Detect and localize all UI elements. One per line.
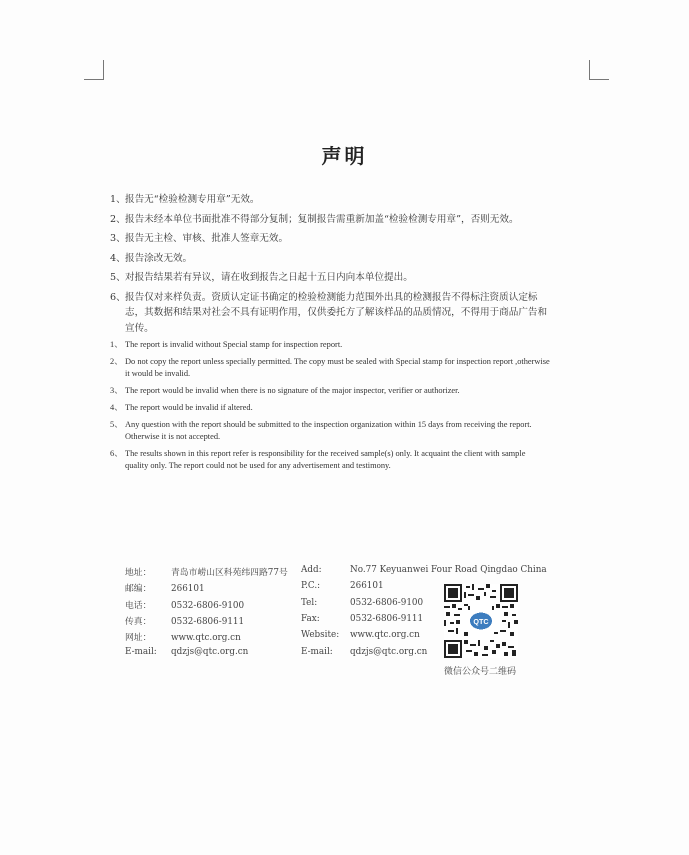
statement-item	[110, 419, 550, 443]
contact-label: 地址：	[125, 568, 152, 578]
qr-logo-text: QTC	[473, 617, 489, 626]
contact-value: 0532-6806-9100	[350, 598, 424, 608]
contact-row-phone	[301, 598, 423, 608]
contact-label: Website:	[301, 630, 340, 640]
document-title: 声明	[321, 144, 368, 168]
statement-item	[110, 231, 550, 247]
contact-row-website	[301, 630, 420, 640]
contact-value: 0532-6806-9111	[171, 617, 245, 627]
item-number: 6、	[110, 449, 123, 458]
contact-row-address	[125, 565, 288, 578]
contact-row-address	[301, 565, 547, 575]
contact-value: 青岛市崂山区科苑纬四路77号	[171, 568, 288, 578]
statement-item	[110, 192, 550, 208]
statement-item	[110, 356, 550, 380]
item-number: 6、	[110, 291, 126, 303]
contact-row-email	[125, 647, 248, 657]
item-text: Any question with the report should be submitted to the inspection organization within 15 days from receiving the report. Otherwise it is not accepted.	[125, 420, 532, 441]
contact-value: 0532-6806-9111	[350, 614, 424, 624]
statement-item	[110, 448, 550, 472]
item-text: 报告无主检、审核、批准人签章无效。	[125, 233, 289, 244]
item-number: 3、	[110, 386, 123, 395]
contact-label: Add:	[301, 565, 322, 575]
contact-label: Fax:	[301, 614, 320, 624]
contact-row-email	[301, 647, 427, 657]
contact-label: 邮编：	[125, 584, 152, 594]
crop-mark-top-right-v	[589, 60, 590, 80]
item-text: 对报告结果若有异议，请在收到报告之日起十五日内向本单位提出。	[125, 272, 413, 283]
qr-code-icon	[444, 584, 518, 658]
item-text: 报告仅对来样负责。资质认定证书确定的检验检测能力范围外出具的检测报告不得标注资质认定标志，其数据和结果对社会不具有证明作用，仅供委托方了解该样品的品质情况，不得用于商品广告和宣传。	[125, 291, 548, 334]
contact-row-postcode	[301, 581, 384, 591]
contact-value: www.qtc.org.cn	[350, 630, 420, 640]
contact-label: E-mail:	[125, 647, 157, 657]
item-text: The report is invalid without Special stamp for inspection report.	[125, 340, 343, 349]
item-number: 4、	[110, 403, 123, 412]
item-number: 1、	[110, 194, 126, 205]
item-number: 2、	[110, 357, 123, 366]
crop-mark-top-left-v	[103, 60, 104, 80]
item-number: 3、	[110, 233, 126, 244]
contact-value: 266101	[350, 581, 384, 591]
crop-mark-top-right-h	[589, 79, 609, 80]
item-text: 报告无“检验检测专用章”无效。	[125, 194, 260, 205]
contact-value: qdzjs@qtc.org.cn	[171, 647, 249, 657]
item-text: Do not copy the report unless specially permitted. The copy must be sealed with Special stamp for inspection report ,otherwise it would be invalid.	[125, 357, 550, 378]
crop-mark-top-left-h	[84, 79, 104, 80]
contact-label: 电话：	[125, 601, 152, 611]
statement-item	[110, 270, 550, 286]
item-number: 5、	[110, 420, 123, 429]
contact-label: 传真：	[125, 617, 152, 627]
contact-row-phone	[125, 598, 244, 611]
statement-item	[110, 212, 550, 228]
english-statement-list	[110, 339, 550, 477]
contact-label: Tel:	[301, 598, 318, 608]
statement-item	[110, 339, 550, 351]
qr-caption: 微信公众号二维码	[444, 667, 517, 677]
item-number: 4、	[110, 252, 126, 264]
item-number: 5、	[110, 272, 126, 283]
item-text: 报告未经本单位书面批准不得部分复制；复制报告需重新加盖“检验检测专用章”，否则无效。	[125, 213, 519, 225]
item-number: 1、	[110, 340, 123, 349]
statement-item	[110, 385, 550, 397]
item-text: 报告涂改无效。	[125, 252, 193, 264]
contact-value: www.qtc.org.cn	[171, 633, 241, 643]
item-text: The results shown in this report refer is responsibility for the received sample(s) only. It acquaint the client with sample quality only. The report could not be used for any advertisement and testimony.	[125, 449, 526, 470]
contact-row-fax	[125, 614, 244, 627]
item-number: 2、	[110, 213, 126, 225]
contact-value: qdzjs@qtc.org.cn	[350, 647, 428, 657]
statement-item	[110, 290, 550, 337]
contact-value: 266101	[171, 584, 205, 594]
contact-value: 0532-6806-9100	[171, 601, 245, 611]
contact-value: No.77 Keyuanwei Four Road Qingdao China	[350, 565, 547, 575]
contact-label: E-mail:	[301, 647, 333, 657]
item-text: The report would be invalid when there is no signature of the major inspector, verifier or authorizer.	[125, 386, 460, 395]
item-text: The report would be invalid if altered.	[125, 403, 253, 412]
chinese-statement-list	[110, 192, 550, 340]
contact-row-fax	[301, 614, 423, 624]
contact-label: 网址：	[125, 633, 152, 643]
statement-item	[110, 402, 550, 414]
statement-item	[110, 251, 550, 267]
contact-row-postcode	[125, 581, 205, 594]
contact-row-website	[125, 630, 241, 643]
contact-label: P.C.:	[301, 581, 321, 591]
